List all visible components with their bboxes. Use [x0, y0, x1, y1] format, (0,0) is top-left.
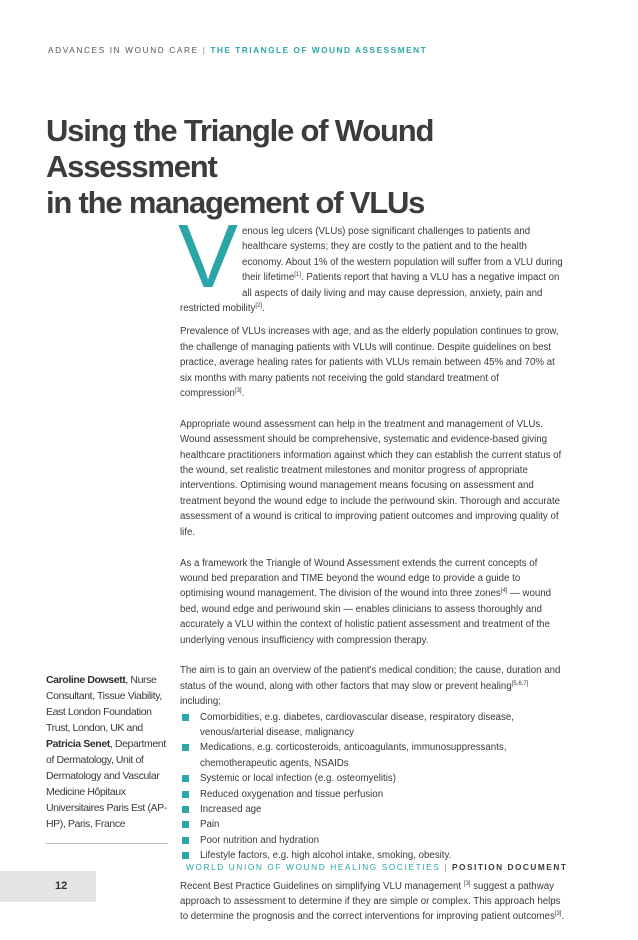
running-footer: [186, 862, 567, 872]
author-role-1: , Nurse Consultant, Tissue Viability, East London Foundation Trust, London, UK and: [46, 674, 162, 734]
bullet-square-icon: [182, 714, 189, 721]
title-line-1: Using the Triangle of Wound Assessment: [46, 113, 434, 184]
paragraph-aim: [180, 663, 565, 709]
list-item: Reduced oxygenation and tissue perfusion: [180, 787, 565, 802]
bullet-square-icon: [182, 775, 189, 782]
author-name-2: Patricia Senet: [46, 738, 110, 750]
page-number-tab: [0, 871, 96, 902]
p5-text-a: The aim is to gain an overview of the patient's medical condition; the cause, duration and status of the wound, along with other factors that may slow or prevent healing: [180, 665, 561, 692]
header-series: ADVANCES IN WOUND CARE: [48, 45, 199, 55]
p2-text: Prevalence of VLUs increases with age, and as the elderly population continues to grow, the challenge of managing patients with VLUs will continue. Despite guidelines on best practice, average healing rates for patients with VLUs remain between 45% and 70% at six months with many patients not receiving the gold standard treatment of compression: [180, 326, 559, 400]
p2-end: .: [241, 388, 245, 400]
p4-text-a: As a framework the Triangle of Wound Assessment extends the current concepts of wound bed preparation and TIME beyond the wound edge to provide a guide to optimising wound management. The division of the wound into three zones: [180, 557, 538, 600]
list-item: Comorbidities, e.g. diabetes, cardiovascular disease, respiratory disease, venous/arterial disease, malignancy: [180, 710, 565, 741]
author-name-1: Caroline Dowsett: [46, 674, 126, 686]
footer-separator: |: [444, 862, 449, 872]
list-item: Systemic or local infection (e.g. osteomyelitis): [180, 771, 565, 786]
list-item: Pain: [180, 817, 565, 832]
intro-text-c: .: [262, 303, 265, 315]
article-body: [178, 207, 568, 940]
list-item: Lifestyle factors, e.g. high alcohol intake, smoking, obesity.: [180, 848, 565, 863]
bullet-square-icon: [182, 806, 189, 813]
ref-5-6-7: [5,6,7]: [511, 680, 529, 687]
factors-list: [180, 710, 565, 864]
title-line-2: in the management of VLUs: [46, 185, 425, 220]
p6-text-b: suggest a pathway approach to assessment to determine if they are simple or complex. This approach helps to determine the prognosis and the correct interventions for improving patient outcomes: [180, 880, 561, 923]
ref-3: [3]: [234, 388, 242, 395]
intro-text-b: . Patients report that having a VLU has a negative impact on all aspects of daily living and may cause depression, anxiety, pain and restricted mobility: [180, 272, 560, 315]
ref-2: [2]: [255, 303, 263, 310]
intro-text-a: enous leg ulcers (VLUs) pose significant challenges to patients and healthcare systems; they are costly to the patient and to the health economy. About 1% of the western population will suffer from a VLU during their lifetime: [242, 226, 563, 284]
footer-doc: POSITION DOCUMENT: [452, 862, 568, 872]
list-item: Increased age: [180, 802, 565, 817]
author-role-2: , Department of Dermatology, Unit of Dermatology and Vascular Medicine Hôpitaux Universitaires Paris Est (AP-HP), Paris, France: [46, 738, 167, 830]
ref-1: [1]: [294, 272, 301, 279]
paragraph-prevalence: [180, 324, 565, 401]
article-title: [46, 113, 606, 221]
header-separator: |: [202, 45, 207, 55]
author-affiliations: [46, 672, 174, 832]
paragraph-framework: [180, 556, 565, 648]
p4-text-b: — wound bed, wound edge and periwound skin — enables clinicians to assess thoroughly and accurately a VLU within the context of holistic patient assessment and treatment of the underlying venous insufficiency with compression therapy.: [180, 588, 552, 646]
drop-cap: V: [178, 207, 239, 307]
p5-text-b: including;: [180, 696, 221, 708]
list-item: Poor nutrition and hydration: [180, 833, 565, 848]
p6-text-a: Recent Best Practice Guidelines on simplifying VLU management: [180, 880, 464, 892]
running-header: [48, 45, 427, 55]
author-divider: [46, 843, 168, 844]
intro-paragraph: [178, 207, 565, 316]
bullet-square-icon: [182, 852, 189, 859]
list-item: Medications, e.g. corticosteroids, anticoagulants, immunosuppressants, chemotherapeutic agents, NSAIDs: [180, 740, 565, 771]
ref-3c: [3]: [554, 911, 562, 918]
p6-text-c: .: [561, 911, 565, 923]
page-number: 12: [55, 880, 68, 892]
bullet-square-icon: [182, 791, 189, 798]
ref-3b: [3]: [463, 880, 471, 887]
bullet-square-icon: [182, 744, 189, 751]
paragraph-assessment: Appropriate wound assessment can help in the treatment and management of VLUs. Wound assessment should be comprehensive, systematic and evidence-based giving healthcare practitioners information against which they can establish the current status of the wound, set realistic treatment milestones and monitor progress of appropriate interventions. Optimising wound management means focusing on assessment and treatment beyond the wound edge to include the periwound skin. Thorough and accurate assessment of a wound is critical to improving patient outcomes and improving quality of life.: [180, 418, 562, 538]
footer-org: WORLD UNION OF WOUND HEALING SOCIETIES: [186, 862, 441, 872]
ref-4: [4]: [500, 588, 508, 595]
header-topic: THE TRIANGLE OF WOUND ASSESSMENT: [210, 45, 428, 55]
bullet-square-icon: [182, 837, 189, 844]
bullet-square-icon: [182, 821, 189, 828]
